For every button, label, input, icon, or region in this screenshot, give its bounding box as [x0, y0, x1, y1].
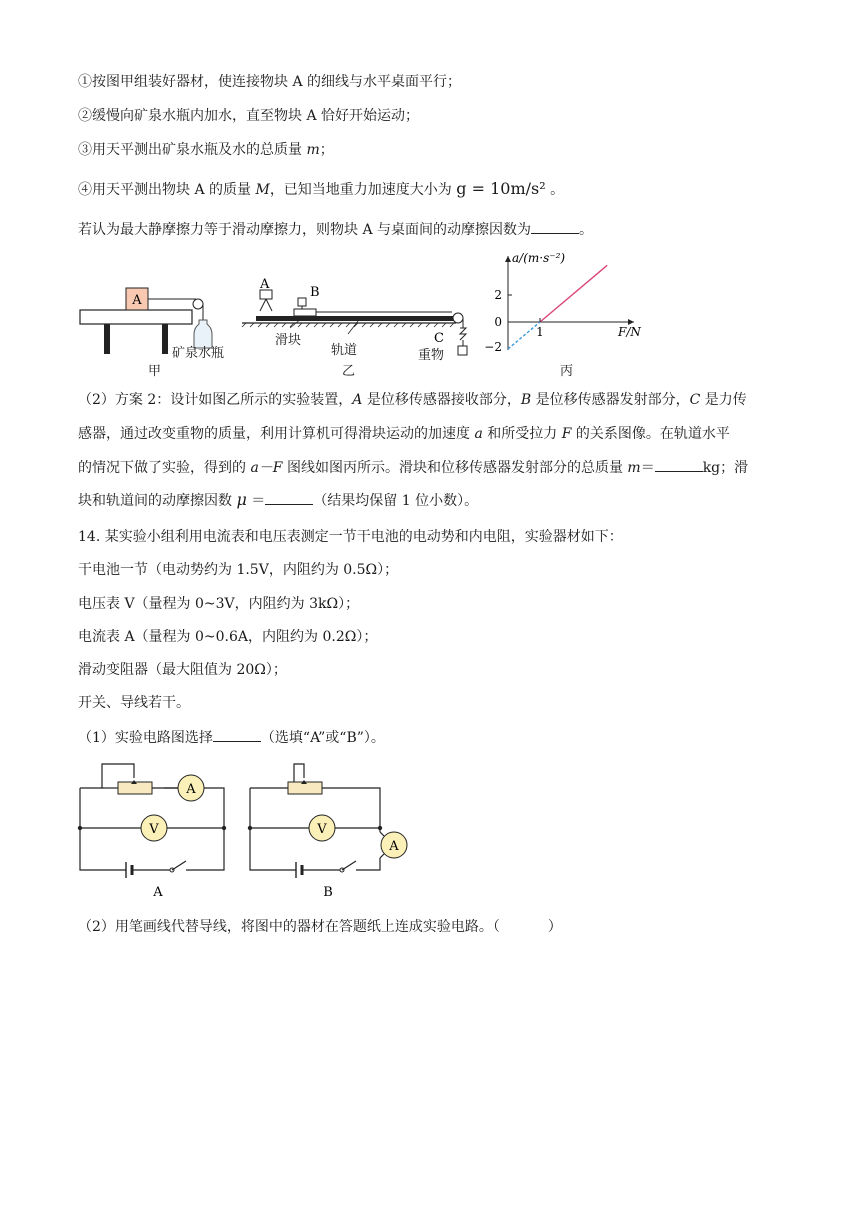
pulley-icon: [193, 299, 203, 309]
circuit-b-caption: B: [323, 885, 333, 898]
var-m: m: [306, 142, 320, 158]
ammeter-label: A: [186, 782, 196, 797]
scheme2-text: （2）方案 2：设计如图乙所示的实验装置，: [78, 392, 353, 408]
circuit-b: [244, 758, 414, 898]
equipment-item: 干电池一节（电动势约为 1.5V，内阻约为 0.5Ω）；: [78, 562, 399, 578]
voltmeter-label: V: [317, 822, 327, 837]
y-axis-label: a/(m·s⁻²): [512, 251, 566, 265]
step-1: [78, 72, 461, 92]
junction-dot: [222, 826, 226, 830]
var-F: F: [561, 426, 572, 442]
answer-blank-mass[interactable]: [655, 457, 703, 472]
equipment-item: 滑动变阻器（最大阻值为 20Ω）；: [78, 662, 287, 678]
equipment-item: 电流表 A（量程为 0~0.6A，内阻约为 0.2Ω）；: [78, 629, 378, 645]
force-sensor-c-icon: [460, 328, 466, 340]
scheme2-text: ＝: [246, 493, 266, 509]
scheme2-line-3: [78, 457, 748, 478]
var-a: a: [474, 426, 483, 442]
table-top: [80, 310, 192, 324]
ground-hatch: [242, 323, 454, 327]
scheme2-text: kg；滑: [702, 460, 749, 476]
bottle-label: 矿泉水瓶: [172, 346, 225, 361]
var-B: B: [520, 392, 532, 408]
weight-icon: [458, 346, 467, 355]
sensor-a-stand: [260, 299, 272, 311]
scheme2-text: 感器，通过改变重物的质量，利用计算机可得滑块运动的加速度: [78, 426, 475, 442]
table-leg-left: [104, 324, 110, 354]
q14-intro: 14. 某实验小组利用电流表和电压表测定一节干电池的电动势和内电阻，实验器材如下：: [78, 529, 623, 545]
step-4-mid: ，已知当地重力加速度大小为: [269, 182, 457, 198]
scheme2-text: 的关系图像。在轨道水平: [571, 426, 730, 442]
scheme2-text: 图线如图丙所示。滑块和位移传感器发射部分的总质量: [282, 460, 628, 476]
pulley-icon: [453, 313, 463, 323]
formula-g: g = 10m/s²: [456, 179, 546, 198]
q14-sub1-end: （选填“A”或“B”）。: [260, 730, 385, 746]
scheme2-line-2: [78, 424, 730, 444]
step-3: [78, 140, 334, 160]
slider-label: 滑块: [275, 333, 302, 348]
circuit-a: [74, 758, 234, 898]
slider-block: [294, 309, 316, 316]
circuit-b-wire: [380, 832, 384, 836]
junction-dot: [78, 826, 82, 830]
step-2-text: ②缓慢向矿泉水瓶内加水，直至物块 A 恰好开始运动；: [78, 108, 420, 124]
caption-jia: 甲: [148, 364, 162, 379]
step-4-text: ④用天平测出物块 A 的质量: [78, 182, 256, 198]
junction-dot: [248, 826, 252, 830]
junction-dot: [378, 826, 382, 830]
answer-blank-mu2[interactable]: [265, 490, 313, 505]
ammeter-label: A: [389, 839, 399, 854]
label-b: B: [310, 285, 320, 300]
label-a: A: [260, 277, 270, 292]
y-tick-label-neg2: −2: [484, 340, 502, 354]
block-a-label: A: [132, 293, 142, 308]
circuit-b-wire: [380, 854, 384, 858]
y-axis-arrow: [505, 256, 511, 262]
question-scheme1-end: 。: [579, 222, 594, 238]
sensor-b-icon: [298, 298, 306, 306]
label-c: C: [434, 331, 444, 346]
circuit-a-caption: A: [153, 885, 163, 898]
y-tick-label-2: 2: [494, 288, 502, 302]
q14-sub2: [78, 917, 562, 937]
switch-lever: [172, 861, 186, 870]
var-C: C: [689, 392, 701, 408]
scheme2-text: 的情况下做了实验，得到的: [78, 460, 251, 476]
caption-yi: 乙: [342, 364, 356, 379]
answer-blank-circuit[interactable]: [213, 727, 261, 742]
caption-bing: 丙: [560, 364, 574, 379]
step-4: [78, 179, 564, 200]
var-aF: a－F: [250, 460, 283, 476]
track: [256, 316, 456, 321]
scheme2-text: ＝: [640, 460, 655, 476]
scheme2-text: （结果均保留 1 位小数）。: [313, 493, 479, 509]
x-tick-label-1: 1: [536, 325, 544, 339]
x-axis-label: F/N: [618, 325, 641, 339]
step-4-end: 。: [545, 182, 565, 198]
answer-blank-mu1[interactable]: [531, 219, 579, 234]
scheme2-line-4: [78, 490, 478, 511]
q14-sub2-text: （2）用笔画线代替导线，将图中的器材在答题纸上连成实验电路。（: [78, 919, 500, 935]
table-leg-right: [162, 324, 168, 354]
question-scheme1: [78, 219, 593, 240]
scheme2-text: 是位移传感器发射部分，: [531, 392, 690, 408]
step-1-text: ①按图甲组装好器材，使连接物块 A 的细线与水平桌面平行；: [78, 74, 462, 90]
var-mu: μ: [236, 490, 247, 509]
scheme2-text: 和所受拉力: [482, 426, 562, 442]
step-2: [78, 106, 419, 126]
q14-sub1-text: （1）实验电路图选择: [78, 730, 213, 746]
var-A: A: [352, 392, 363, 408]
data-line: [540, 265, 607, 322]
figure-bing-chart: [478, 250, 658, 354]
step-3-end: ；: [319, 142, 334, 158]
scheme2-line-1: [78, 390, 747, 410]
q14-sub1: [78, 727, 385, 748]
scheme2-text: 是力传: [700, 392, 747, 408]
track-label: 轨道: [331, 343, 358, 358]
equipment-item: 开关、导线若干。: [78, 695, 190, 711]
voltmeter-label: V: [149, 822, 159, 837]
q14-sub2-end: ）: [547, 919, 562, 935]
weight-label: 重物: [418, 348, 445, 363]
equipment-item: 电压表 V（量程为 0~3V，内阻约为 3kΩ）；: [78, 596, 360, 612]
scheme2-text: 是位移传感器接收部分，: [362, 392, 521, 408]
var-M: M: [255, 182, 270, 198]
y-tick-label-0: 0: [494, 315, 502, 329]
switch-lever: [342, 861, 356, 870]
question-scheme1-text: 若认为最大静摩擦力等于滑动摩擦力，则物块 A 与桌面间的动摩擦因数为: [78, 222, 532, 238]
var-m2: m: [627, 460, 641, 476]
step-3-text: ③用天平测出矿泉水瓶及水的总质量: [78, 142, 307, 158]
scheme2-text: 块和轨道间的动摩擦因数: [78, 493, 237, 509]
